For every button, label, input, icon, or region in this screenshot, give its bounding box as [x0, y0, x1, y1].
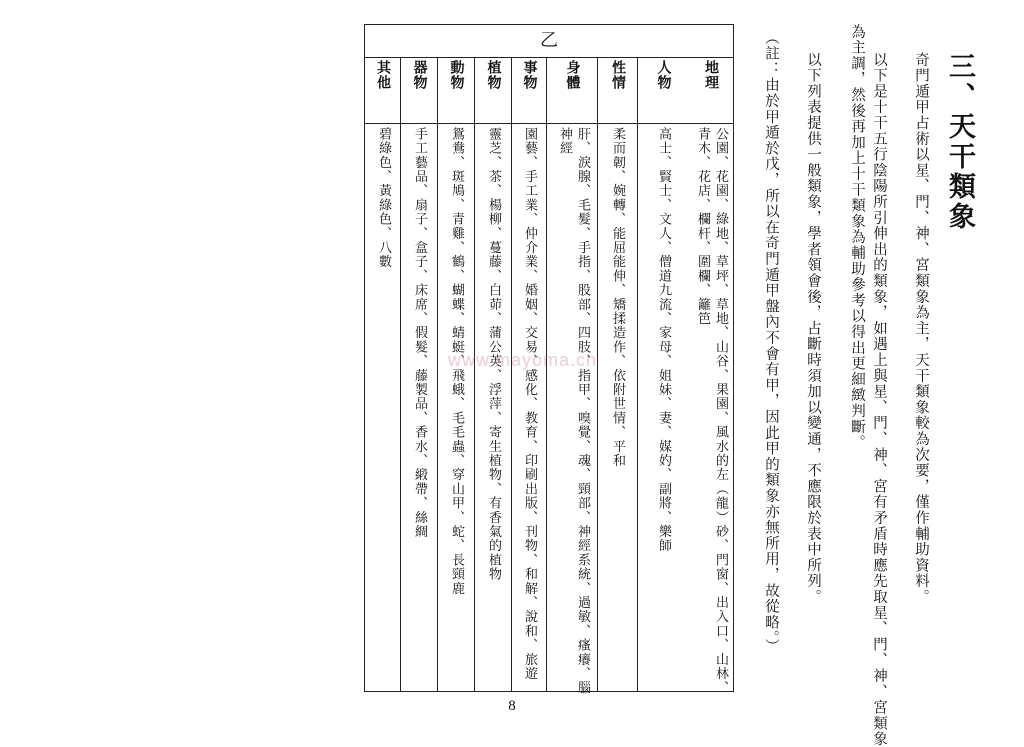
column-header: 植物	[485, 60, 502, 90]
column-header: 身體	[564, 60, 581, 90]
watermark: www.mayoma.cn	[448, 350, 598, 370]
column-temperament	[597, 57, 637, 691]
column-content: 碧綠色、黃綠色、八數	[376, 127, 391, 269]
column-content: 靈芝、茶、楊柳、蔓藤、白茆、蒲公英、浮萍、寄生植物、有香氣的植物	[486, 127, 501, 582]
column-content: 鴛鴦、斑鳩、青雞、鶴、蝴蝶、蜻蜓、飛蛾、毛毛蟲、穿山甲、蛇、長頸鹿	[449, 127, 464, 596]
intro-paragraph-2: 以下是十干五行陰陽所引伸出的類象，如遇上與星、門、神、宮有矛盾時應先取星、門、神、宮類象	[871, 52, 887, 747]
intro-paragraph-2-continued: 為主調，然後再加上十干類象為輔助參考以得出更細緻判斷。	[849, 24, 865, 451]
page-number: 8	[508, 698, 516, 714]
column-content: 手工藝品、扇子、盒子、床席、假髮、藤製品、香水、緞帶、絲綢	[412, 127, 427, 539]
intro-paragraph-3: 以下列表提供一般類象，學者領會後，占斷時須加以變通，不應限於表中所列。	[805, 52, 821, 605]
column-header: 事物	[521, 60, 538, 90]
column-header: 器物	[411, 60, 428, 90]
column-header: 人物	[655, 60, 672, 90]
column-header: 地理	[703, 60, 719, 90]
column-header: 其他	[375, 60, 391, 90]
note-paragraph: （註：由於甲遁於戊，所以在奇門遁甲盤內不會有甲，因此甲的類象亦無所用，故從略。）	[763, 30, 779, 655]
column-plants	[474, 57, 511, 691]
column-content: 園藝、手工業、仲介業、婚姻、交易、感化、教育、印刷出版、刊物、和解、說和、旅遊	[522, 127, 537, 681]
column-content: 柔而韌、婉轉、能屈能伸、矯揉造作、依附世情、平和	[610, 127, 625, 468]
column-objects	[400, 57, 437, 691]
column-header: 動物	[448, 60, 465, 90]
column-geography	[688, 57, 733, 695]
column-people	[637, 57, 688, 691]
column-content: 肝、淚腺、毛髮、手指、股部、四肢、指甲、嗅覺、魂、頸部、神經系統、過敏、瘙癢、腦 神經	[557, 127, 590, 695]
table-title: 乙	[365, 25, 733, 58]
column-others	[365, 57, 400, 691]
column-header: 性情	[610, 60, 626, 90]
column-content: 高士、賢士、文人、僧道九流、家母、姐妹、妻、媒妁、副將、樂師	[656, 127, 671, 553]
column-affairs	[511, 57, 546, 691]
section-heading: 三、天干類象	[944, 52, 975, 232]
column-animals	[437, 57, 474, 691]
column-body	[546, 57, 597, 695]
column-content: 公園、花園、綠地、草坪、草地、山谷、果園、風水的左（龍）砂、門窗、出入口、山林、 青木、花店、欄杆、圍欄、籬笆	[695, 127, 728, 695]
intro-paragraph-1: 奇門遁甲占術以星、門、神、宮類象為主，天干類象較為次要，僅作輔助資料。	[913, 52, 929, 605]
